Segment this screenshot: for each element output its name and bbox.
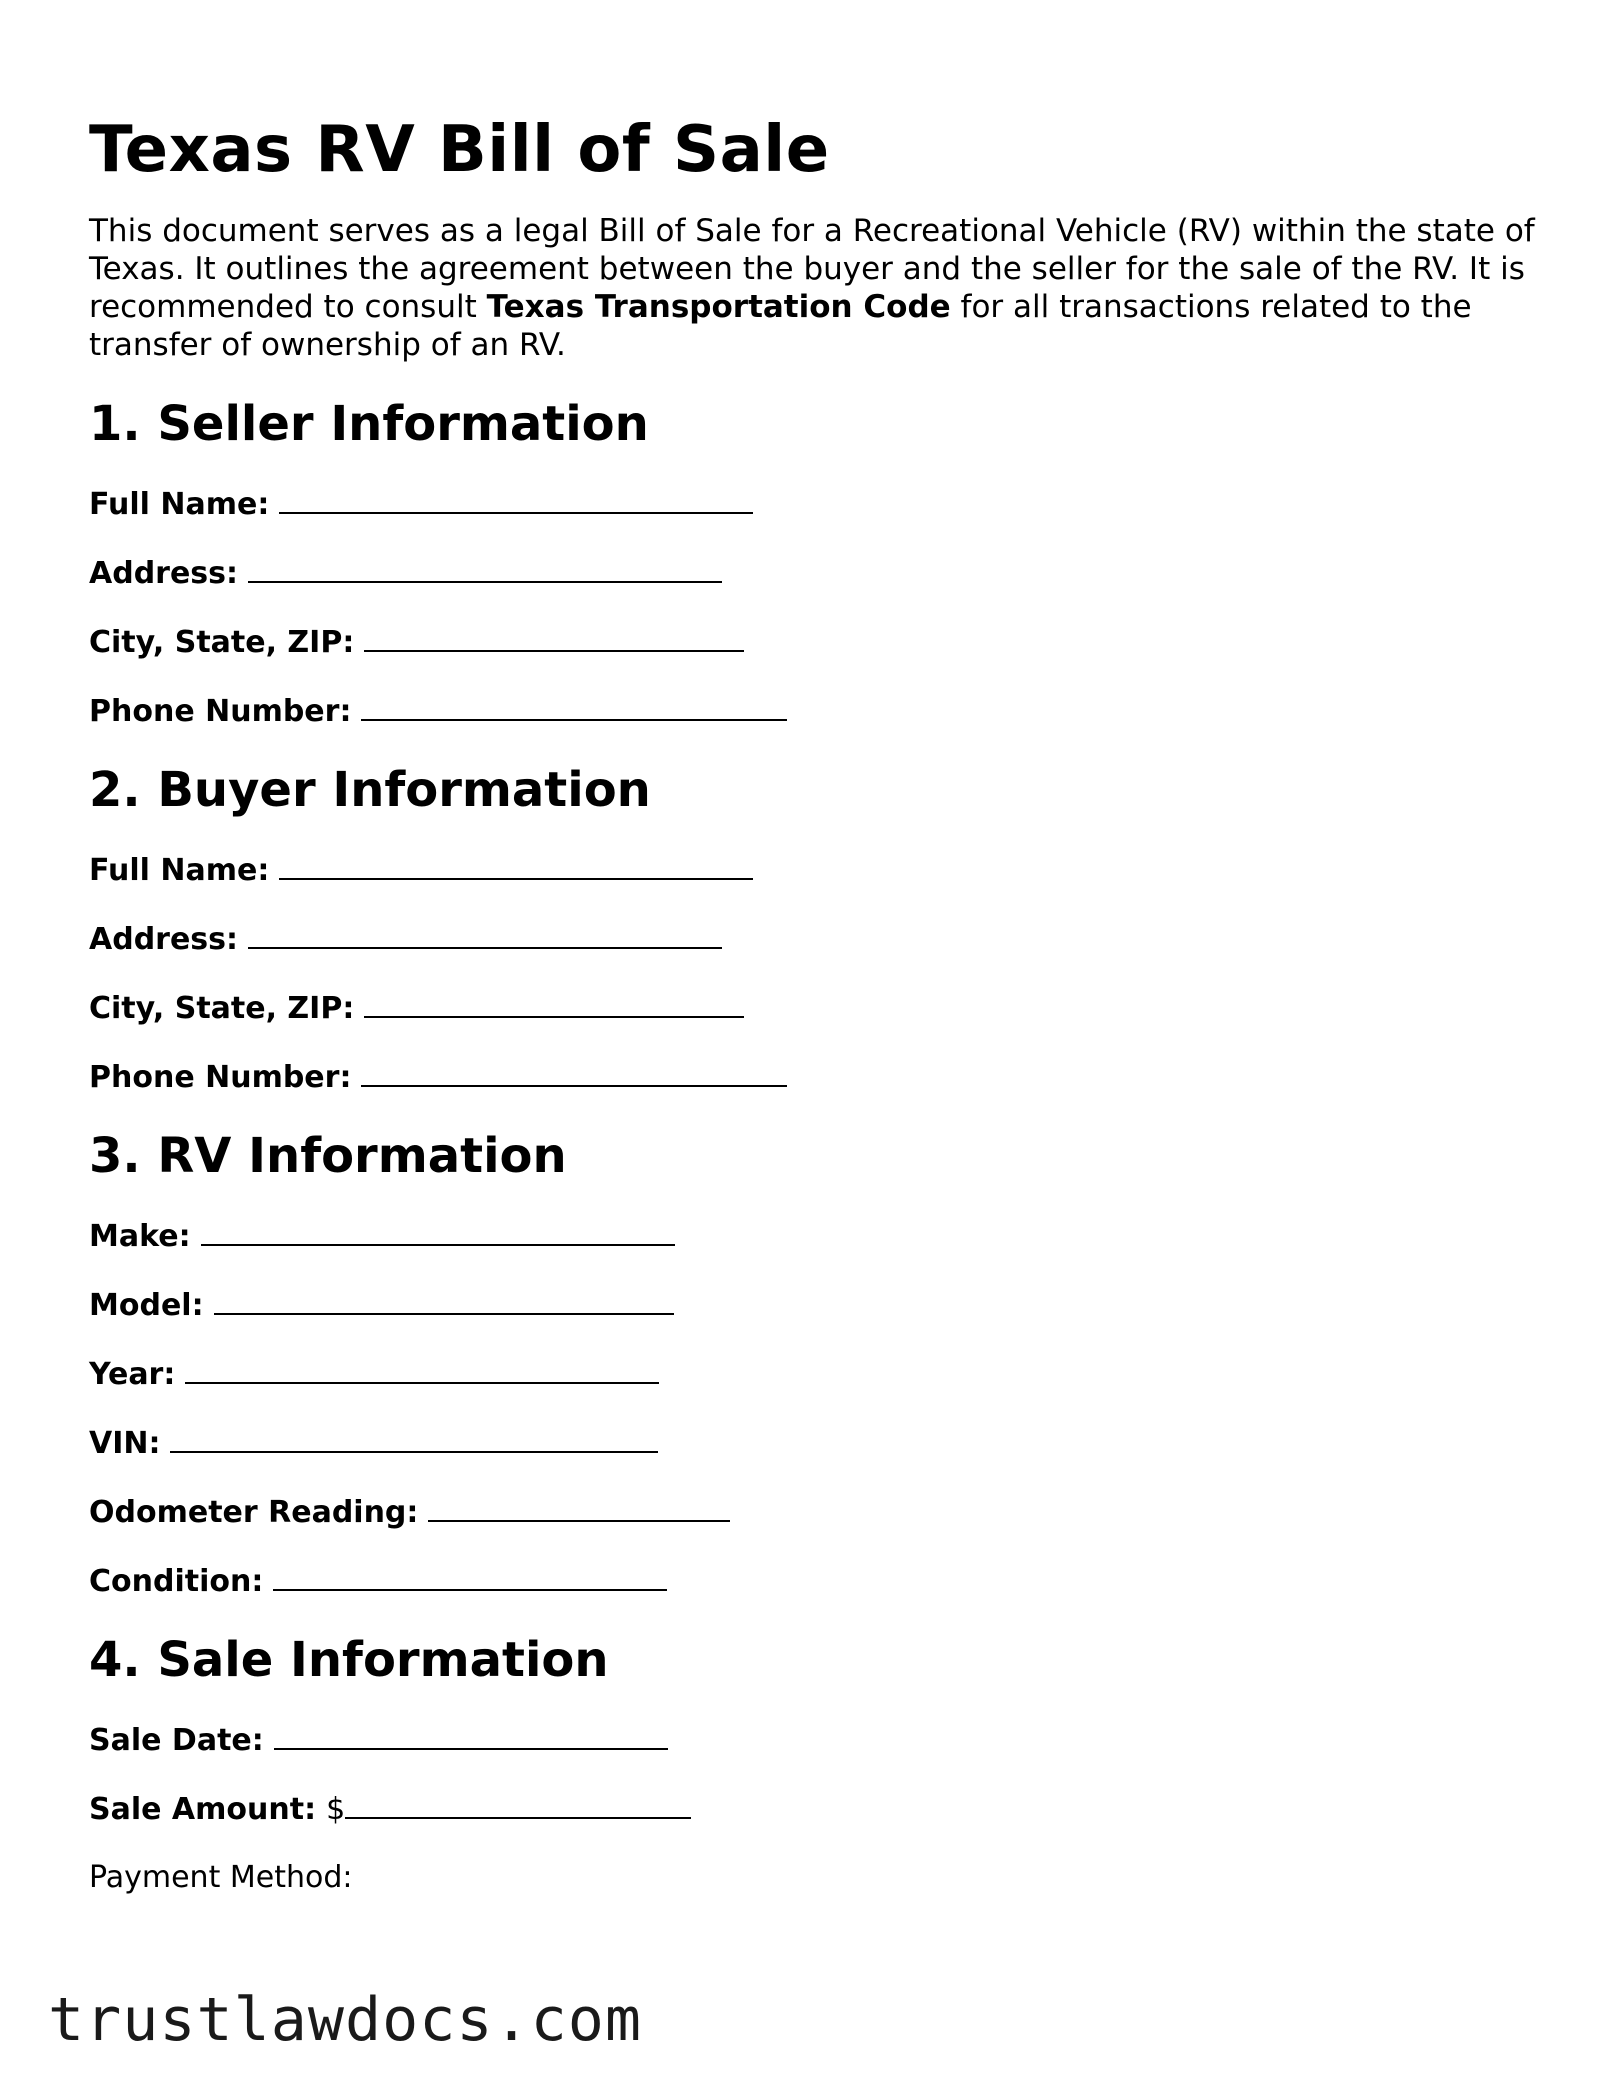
seller-section [89,394,1539,731]
intro-text-end: for all transactions related to the transfer of ownership of an RV. [89,289,1472,363]
intro-code-reference: Texas Transportation Code [486,289,951,325]
rv-condition-row [89,1561,1539,1601]
seller-full-name-label: Full Name: [89,487,270,522]
sale-date-label: Sale Date: [89,1723,264,1758]
buyer-full-name-blank[interactable] [279,850,753,880]
buyer-address-blank[interactable] [248,919,722,949]
seller-heading: 1. Seller Information [89,396,649,452]
seller-phone-row [89,691,1539,731]
rv-year-row [89,1354,1539,1394]
watermark: trustlawdocs.com [48,1985,642,2055]
document-title: Texas RV Bill of Sale [89,113,830,187]
rv-heading: 3. RV Information [89,1128,567,1184]
buyer-heading: 2. Buyer Information [89,762,651,818]
buyer-section [89,760,1539,1097]
buyer-phone-label: Phone Number: [89,1060,352,1095]
seller-full-name-blank[interactable] [279,484,753,514]
buyer-city-state-zip-row [89,988,1539,1028]
seller-city-state-zip-label: City, State, ZIP: [89,625,355,660]
seller-city-state-zip-blank[interactable] [364,622,744,652]
rv-year-label: Year: [89,1357,176,1392]
seller-city-state-zip-row [89,622,1539,662]
sale-date-blank[interactable] [274,1720,668,1750]
buyer-address-label: Address: [89,922,239,957]
rv-section [89,1126,1539,1601]
sale-heading: 4. Sale Information [89,1632,609,1688]
seller-phone-label: Phone Number: [89,694,352,729]
buyer-city-state-zip-blank[interactable] [364,988,744,1018]
rv-model-blank[interactable] [214,1285,674,1315]
rv-odometer-row [89,1492,1539,1532]
rv-model-label: Model: [89,1288,204,1323]
rv-condition-blank[interactable] [273,1561,667,1591]
buyer-phone-row [89,1057,1539,1097]
seller-address-label: Address: [89,556,239,591]
rv-make-label: Make: [89,1219,191,1254]
sale-section [89,1630,1539,1898]
rv-year-blank[interactable] [185,1354,659,1384]
sale-date-row [89,1720,1539,1760]
rv-condition-label: Condition: [89,1564,264,1599]
sale-amount-row [89,1789,1539,1829]
sale-amount-label: Sale Amount: [89,1792,317,1827]
rv-vin-blank[interactable] [170,1423,658,1453]
seller-address-blank[interactable] [248,553,722,583]
seller-full-name-row [89,484,1539,524]
rv-odometer-label: Odometer Reading: [89,1495,419,1530]
rv-make-row [89,1216,1539,1256]
rv-odometer-blank[interactable] [428,1492,730,1522]
buyer-phone-blank[interactable] [361,1057,787,1087]
currency-symbol: $ [326,1792,346,1827]
intro-text-start: This document serves as a legal Bill of Sale for a Recreational Vehicle (RV) within the state of Texas. It outlines the agreement between the buyer and the seller for the sale of the RV. It is recommended to consult [89,213,1535,325]
buyer-full-name-label: Full Name: [89,853,270,888]
intro-paragraph [89,212,1539,364]
buyer-city-state-zip-label: City, State, ZIP: [89,991,355,1026]
rv-make-blank[interactable] [201,1216,675,1246]
payment-method-label: Payment Method: [89,1860,353,1895]
buyer-full-name-row [89,850,1539,890]
buyer-address-row [89,919,1539,959]
rv-model-row [89,1285,1539,1325]
sale-amount-blank[interactable] [345,1789,691,1819]
seller-address-row [89,553,1539,593]
seller-phone-blank[interactable] [361,691,787,721]
rv-vin-label: VIN: [89,1426,161,1461]
document-page [89,110,1539,1908]
rv-vin-row [89,1423,1539,1463]
